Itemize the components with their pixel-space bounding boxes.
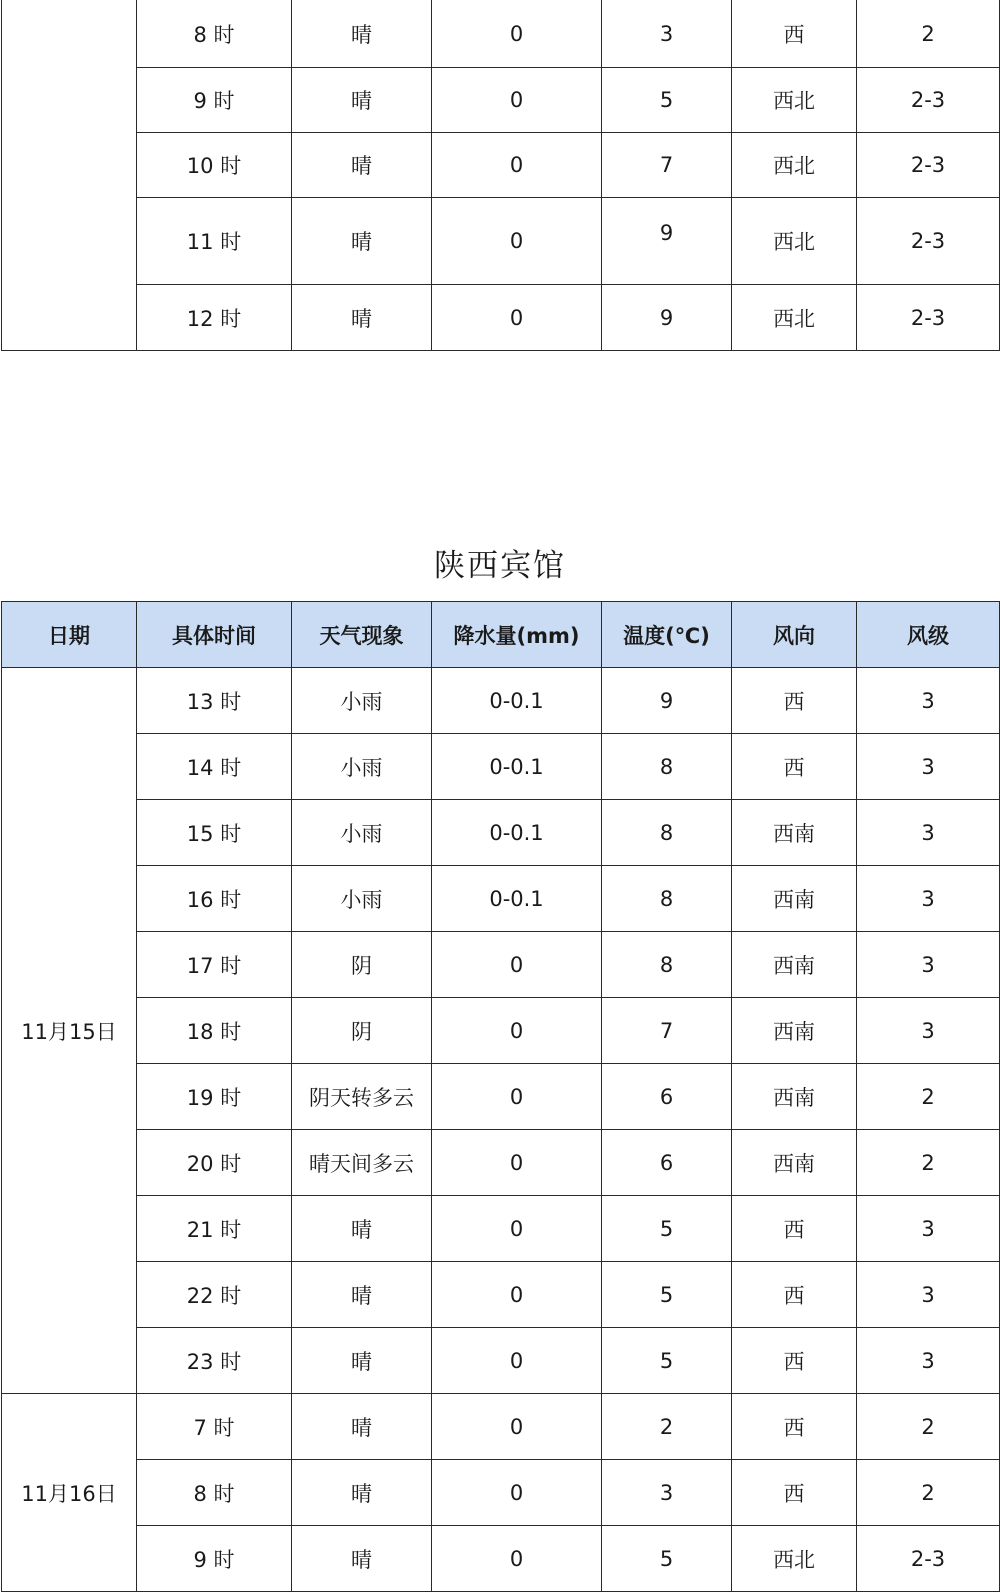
wind-dir-cell: 西南 [732, 1064, 857, 1130]
weather-cell: 晴 [292, 1262, 432, 1328]
temp-cell: 3 [602, 1460, 732, 1526]
precip-cell: 0-0.1 [432, 800, 602, 866]
time-cell: 15 时 [137, 800, 292, 866]
temp-cell: 5 [602, 1526, 732, 1592]
time-cell: 9 时 [137, 1526, 292, 1592]
precip-cell: 0-0.1 [432, 668, 602, 734]
weather-cell: 晴 [292, 0, 432, 68]
precip-cell: 0 [432, 0, 602, 68]
wind-level-cell: 3 [857, 1196, 1000, 1262]
time-cell: 7 时 [137, 1394, 292, 1460]
weather-cell: 晴 [292, 1328, 432, 1394]
weather-cell: 晴 [292, 68, 432, 133]
weather-cell: 晴 [292, 285, 432, 351]
wind-dir-cell: 西 [732, 1262, 857, 1328]
weather-cell: 小雨 [292, 800, 432, 866]
temp-cell: 3 [602, 0, 732, 68]
time-cell: 18 时 [137, 998, 292, 1064]
wind-dir-cell: 西南 [732, 800, 857, 866]
wind-level-cell: 3 [857, 932, 1000, 998]
time-cell: 11 时 [137, 198, 292, 285]
table-row [2, 1328, 1000, 1394]
precip-cell: 0 [432, 68, 602, 133]
time-cell: 8 时 [137, 1460, 292, 1526]
wind-level-cell: 2-3 [857, 68, 1000, 133]
wind-dir-cell: 西北 [732, 68, 857, 133]
table-row [2, 932, 1000, 998]
weather-cell: 小雨 [292, 668, 432, 734]
table-row [2, 1064, 1000, 1130]
precip-cell: 0-0.1 [432, 866, 602, 932]
date-cell [2, 0, 137, 351]
wind-level-cell: 2-3 [857, 133, 1000, 198]
weather-cell: 晴 [292, 1460, 432, 1526]
date-cell: 11月16日 [2, 1394, 137, 1592]
precip-cell: 0-0.1 [432, 734, 602, 800]
wind-level-cell: 2 [857, 1394, 1000, 1460]
weather-cell: 晴 [292, 1526, 432, 1592]
table-row [2, 1460, 1000, 1526]
weather-cell: 晴 [292, 1196, 432, 1262]
time-cell: 17 时 [137, 932, 292, 998]
weather-cell: 晴 [292, 133, 432, 198]
wind-level-cell: 2 [857, 1460, 1000, 1526]
temp-value: 9 [659, 221, 674, 245]
wind-level-cell: 3 [857, 800, 1000, 866]
wind-dir-cell: 西南 [732, 998, 857, 1064]
wind-level-cell: 2-3 [857, 285, 1000, 351]
wind-level-cell: 2 [857, 1130, 1000, 1196]
date-cell: 11月15日 [2, 668, 137, 1394]
wind-level-cell: 3 [857, 1262, 1000, 1328]
temp-cell: 8 [602, 800, 732, 866]
header-wind-level: 风级 [857, 602, 1000, 668]
wind-level-cell: 3 [857, 734, 1000, 800]
table-row [2, 1196, 1000, 1262]
wind-dir-cell: 西 [732, 734, 857, 800]
temp-cell: 7 [602, 133, 732, 198]
wind-dir-cell: 西北 [732, 1526, 857, 1592]
temp-cell: 6 [602, 1130, 732, 1196]
forecast-table [1, 601, 1000, 1592]
header-weather: 天气现象 [292, 602, 432, 668]
precip-cell: 0 [432, 1460, 602, 1526]
wind-dir-cell: 西南 [732, 932, 857, 998]
wind-level-cell: 3 [857, 668, 1000, 734]
precip-cell: 0 [432, 285, 602, 351]
wind-dir-cell: 西南 [732, 1130, 857, 1196]
weather-cell: 晴 [292, 1394, 432, 1460]
wind-dir-cell: 西北 [732, 198, 857, 285]
precip-cell: 0 [432, 1130, 602, 1196]
table-row [2, 800, 1000, 866]
weather-cell: 晴天间多云 [292, 1130, 432, 1196]
temp-cell: 5 [602, 1328, 732, 1394]
time-cell: 9 时 [137, 68, 292, 133]
temp-cell: 8 [602, 932, 732, 998]
weather-cell: 晴 [292, 198, 432, 285]
weather-cell: 阴 [292, 998, 432, 1064]
wind-dir-cell: 西 [732, 1394, 857, 1460]
time-cell: 23 时 [137, 1328, 292, 1394]
time-cell: 13 时 [137, 668, 292, 734]
weather-cell: 小雨 [292, 866, 432, 932]
header-temp: 温度(℃) [602, 602, 732, 668]
header-date: 日期 [2, 602, 137, 668]
table-row [2, 133, 1000, 198]
wind-level-cell: 3 [857, 998, 1000, 1064]
temp-cell: 9 [602, 285, 732, 351]
temp-cell [602, 198, 732, 285]
precip-cell: 0 [432, 1196, 602, 1262]
temp-cell: 6 [602, 1064, 732, 1130]
precip-cell: 0 [432, 1394, 602, 1460]
wind-dir-cell: 西 [732, 1460, 857, 1526]
time-cell: 19 时 [137, 1064, 292, 1130]
table-row [2, 285, 1000, 351]
table-row [2, 1526, 1000, 1592]
temp-cell: 8 [602, 866, 732, 932]
time-cell: 12 时 [137, 285, 292, 351]
precip-cell: 0 [432, 932, 602, 998]
header-row [2, 602, 1000, 668]
weather-cell: 阴 [292, 932, 432, 998]
wind-dir-cell: 西 [732, 0, 857, 68]
header-precip: 降水量(mm) [432, 602, 602, 668]
temp-cell: 8 [602, 734, 732, 800]
time-cell: 10 时 [137, 133, 292, 198]
wind-dir-cell: 西 [732, 1196, 857, 1262]
table-row [2, 1394, 1000, 1460]
time-cell: 22 时 [137, 1262, 292, 1328]
wind-level-cell: 2 [857, 1064, 1000, 1130]
table-row [2, 68, 1000, 133]
weather-cell: 阴天转多云 [292, 1064, 432, 1130]
precip-cell: 0 [432, 1526, 602, 1592]
wind-dir-cell: 西北 [732, 133, 857, 198]
temp-cell: 9 [602, 668, 732, 734]
table-row [2, 198, 1000, 285]
temp-cell: 7 [602, 998, 732, 1064]
header-time: 具体时间 [137, 602, 292, 668]
precip-cell: 0 [432, 1064, 602, 1130]
table-row [2, 998, 1000, 1064]
temp-cell: 2 [602, 1394, 732, 1460]
wind-level-cell: 2 [857, 0, 1000, 68]
table-row [2, 1130, 1000, 1196]
temp-cell: 5 [602, 1262, 732, 1328]
precip-cell: 0 [432, 1262, 602, 1328]
wind-level-cell: 3 [857, 866, 1000, 932]
header-wind-dir: 风向 [732, 602, 857, 668]
table-row [2, 734, 1000, 800]
precip-cell: 0 [432, 1328, 602, 1394]
wind-dir-cell: 西南 [732, 866, 857, 932]
wind-level-cell: 2-3 [857, 198, 1000, 285]
forecast-table-continued [1, 0, 1000, 351]
page-title: 陕西宾馆 [434, 548, 566, 584]
time-cell: 21 时 [137, 1196, 292, 1262]
table-row [2, 1262, 1000, 1328]
temp-cell: 5 [602, 1196, 732, 1262]
precip-cell: 0 [432, 133, 602, 198]
table-row [2, 866, 1000, 932]
time-cell: 16 时 [137, 866, 292, 932]
temp-cell: 5 [602, 68, 732, 133]
time-cell: 20 时 [137, 1130, 292, 1196]
wind-dir-cell: 西北 [732, 285, 857, 351]
wind-level-cell: 3 [857, 1328, 1000, 1394]
precip-cell: 0 [432, 998, 602, 1064]
time-cell: 14 时 [137, 734, 292, 800]
table-row [2, 0, 1000, 68]
wind-dir-cell: 西 [732, 1328, 857, 1394]
precip-cell: 0 [432, 198, 602, 285]
table-row [2, 668, 1000, 734]
time-cell: 8 时 [137, 0, 292, 68]
weather-cell: 小雨 [292, 734, 432, 800]
wind-dir-cell: 西 [732, 668, 857, 734]
wind-level-cell: 2-3 [857, 1526, 1000, 1592]
